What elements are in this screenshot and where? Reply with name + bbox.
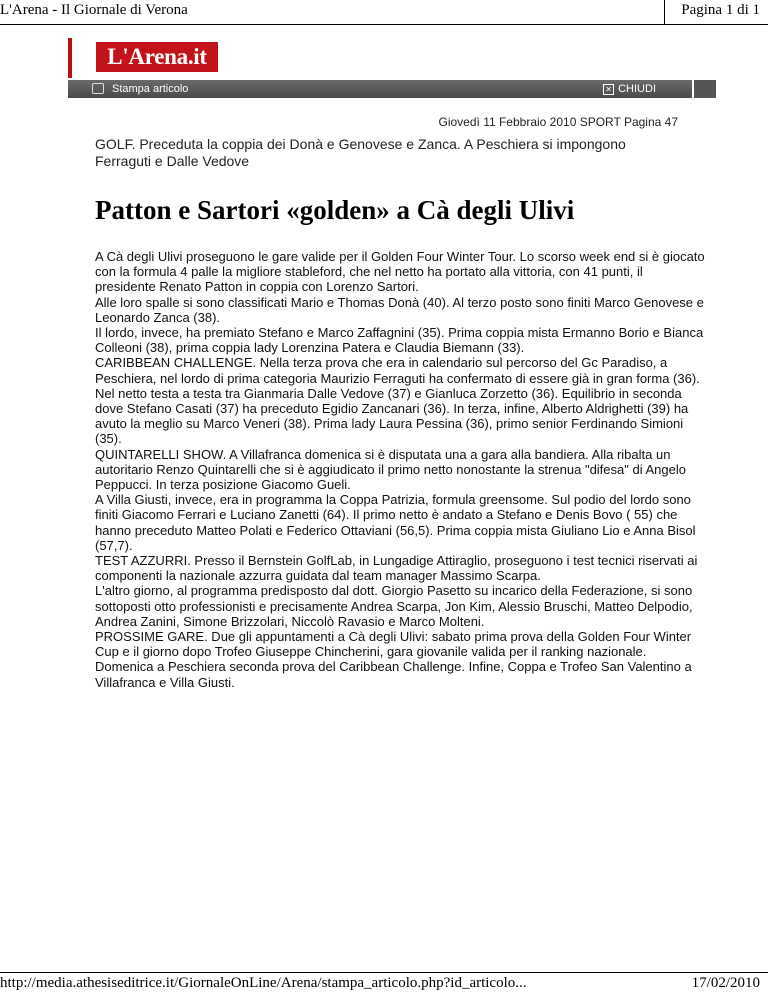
article-headline: Patton e Sartori «golden» a Cà degli Ulivi <box>95 195 575 225</box>
site-logo[interactable]: L'Arena.it <box>96 42 218 72</box>
toolbar-end-cap <box>694 80 716 98</box>
print-header <box>0 2 768 26</box>
print-article-label: Stampa articolo <box>112 83 189 95</box>
article-paragraph: L'altro giorno, al programma predisposto dal dott. Giorgio Pasetto su incarico della Federazione, si sono sottoposti otto professionisti e precisamente Andrea Scarpa, Jon Kim, Alessio Bruschi, Matteo Delpodio, Andrea Zanini, Simone Brizzolari, Niccolò Ravasio e Marco Molteni. <box>95 583 693 629</box>
article-paragraph: PROSSIME GARE. Due gli appuntamenti a Cà degli Ulivi: sabato prima prova della Golden Four Winter Cup e il giorno dopo Trofeo Giuseppe Chincherini, gara giovanile valida per il ranking nazionale. Domenica a Peschiera seconda prova del Caribbean Challenge. Infine, Coppa e Trofeo San Valentino a Villafranca e Villa Giusti. <box>95 629 692 690</box>
close-box-icon: ✕ <box>603 84 614 95</box>
article-paragraph: A Cà degli Ulivi proseguono le gare valide per il Golden Four Winter Tour. Lo scorso week end si è giocato con la formula 4 palle la migliore stableford, che nel netto ha portato alla vittoria, con 41 punti, il presidente Renato Patton in coppia con Lorenzo Sartori. <box>95 249 705 295</box>
article-paragraph: A Villa Giusti, invece, era in programma la Coppa Patrizia, formula greensome. Sul podio del lordo sono finiti Giacomo Ferrari e Luciano Zanetti (64). Il primo netto è andato a Stefano e Denis Bovo ( 55) che hanno preceduto Matteo Polati e Federico Ottaviani (56,5). Prima coppia mista Giuliano Lio e Anna Bisol (57,7). <box>95 492 696 553</box>
brand-accent-bar <box>68 38 72 78</box>
article-paragraph: QUINTARELLI SHOW. A Villafranca domenica si è disputata una a gara alla bandiera. Alla ribalta un autoritario Renzo Quintarelli che si è aggiudicato il primo netto nonostante la strenua "difesa" di Angelo Peppucci. In terza posizione Giacomo Gueli. <box>95 446 686 493</box>
print-footer-url: http://media.athesiseditrice.it/GiornaleOnLine/Arena/stampa_articolo.php?id_articolo... <box>0 975 527 991</box>
article-paragraph: CARIBBEAN CHALLENGE. Nella terza prova che era in calendario sul percorso del Gc Paradiso, a Peschiera, nel lordo di prima categoria Maurizio Ferraguti ha confermato di essere già in gran forma (36). Nel netto testa a testa tra Gianmaria Dalle Vedove (37) e Gianluca Zorzetto (36). Equilibrio in seconda dove Stefano Casati (37) ha preceduto Egidio Zancanari (36). In terza, infine, Alberto Aldrighetti (39) ha avuto la meglio su Marco Veneri (38). Prima lady Laura Pessina (36), primo senior Ferdinando Simioni (35). <box>95 355 700 447</box>
close-label: CHIUDI <box>618 83 656 95</box>
print-footer-rule <box>0 972 768 973</box>
close-button[interactable] <box>603 82 656 96</box>
article-paragraph: Il lordo, invece, ha premiato Stefano e Marco Zaffagnini (35). Prima coppia mista Ermanno Borio e Bianca Colleoni (38), prima coppia lady Lorenzina Patera e Claudia Biemann (33). <box>95 325 704 356</box>
article-paragraph: Alle loro spalle si sono classificati Mario e Thomas Donà (40). Al terzo posto sono finiti Marco Genovese e Leonardo Zanca (38). <box>95 294 704 325</box>
site-header <box>68 38 228 80</box>
article-body <box>95 249 705 690</box>
article-dateline: Giovedì 11 Febbraio 2010 SPORT Pagina 47 <box>438 115 678 129</box>
article-toolbar <box>68 80 692 98</box>
article-kicker: GOLF. Preceduta la coppia dei Donà e Genovese e Zanca. A Peschiera si impongono Ferraguti e Dalle Vedove <box>95 136 626 169</box>
print-header-divider <box>664 0 665 24</box>
print-footer <box>0 972 768 994</box>
print-header-rule <box>0 24 768 25</box>
print-header-title: L'Arena - Il Giornale di Verona <box>0 2 188 18</box>
article-paragraph: TEST AZZURRI. Presso il Bernstein GolfLab, in Lungadige Attiraglio, proseguono i test tecnici riservati ai componenti la nazionale azzurra guidata dal team manager Massimo Scarpa. <box>95 553 698 584</box>
print-header-page: Pagina 1 di 1 <box>681 2 760 18</box>
printer-icon <box>92 83 104 94</box>
print-footer-date: 17/02/2010 <box>691 975 760 991</box>
